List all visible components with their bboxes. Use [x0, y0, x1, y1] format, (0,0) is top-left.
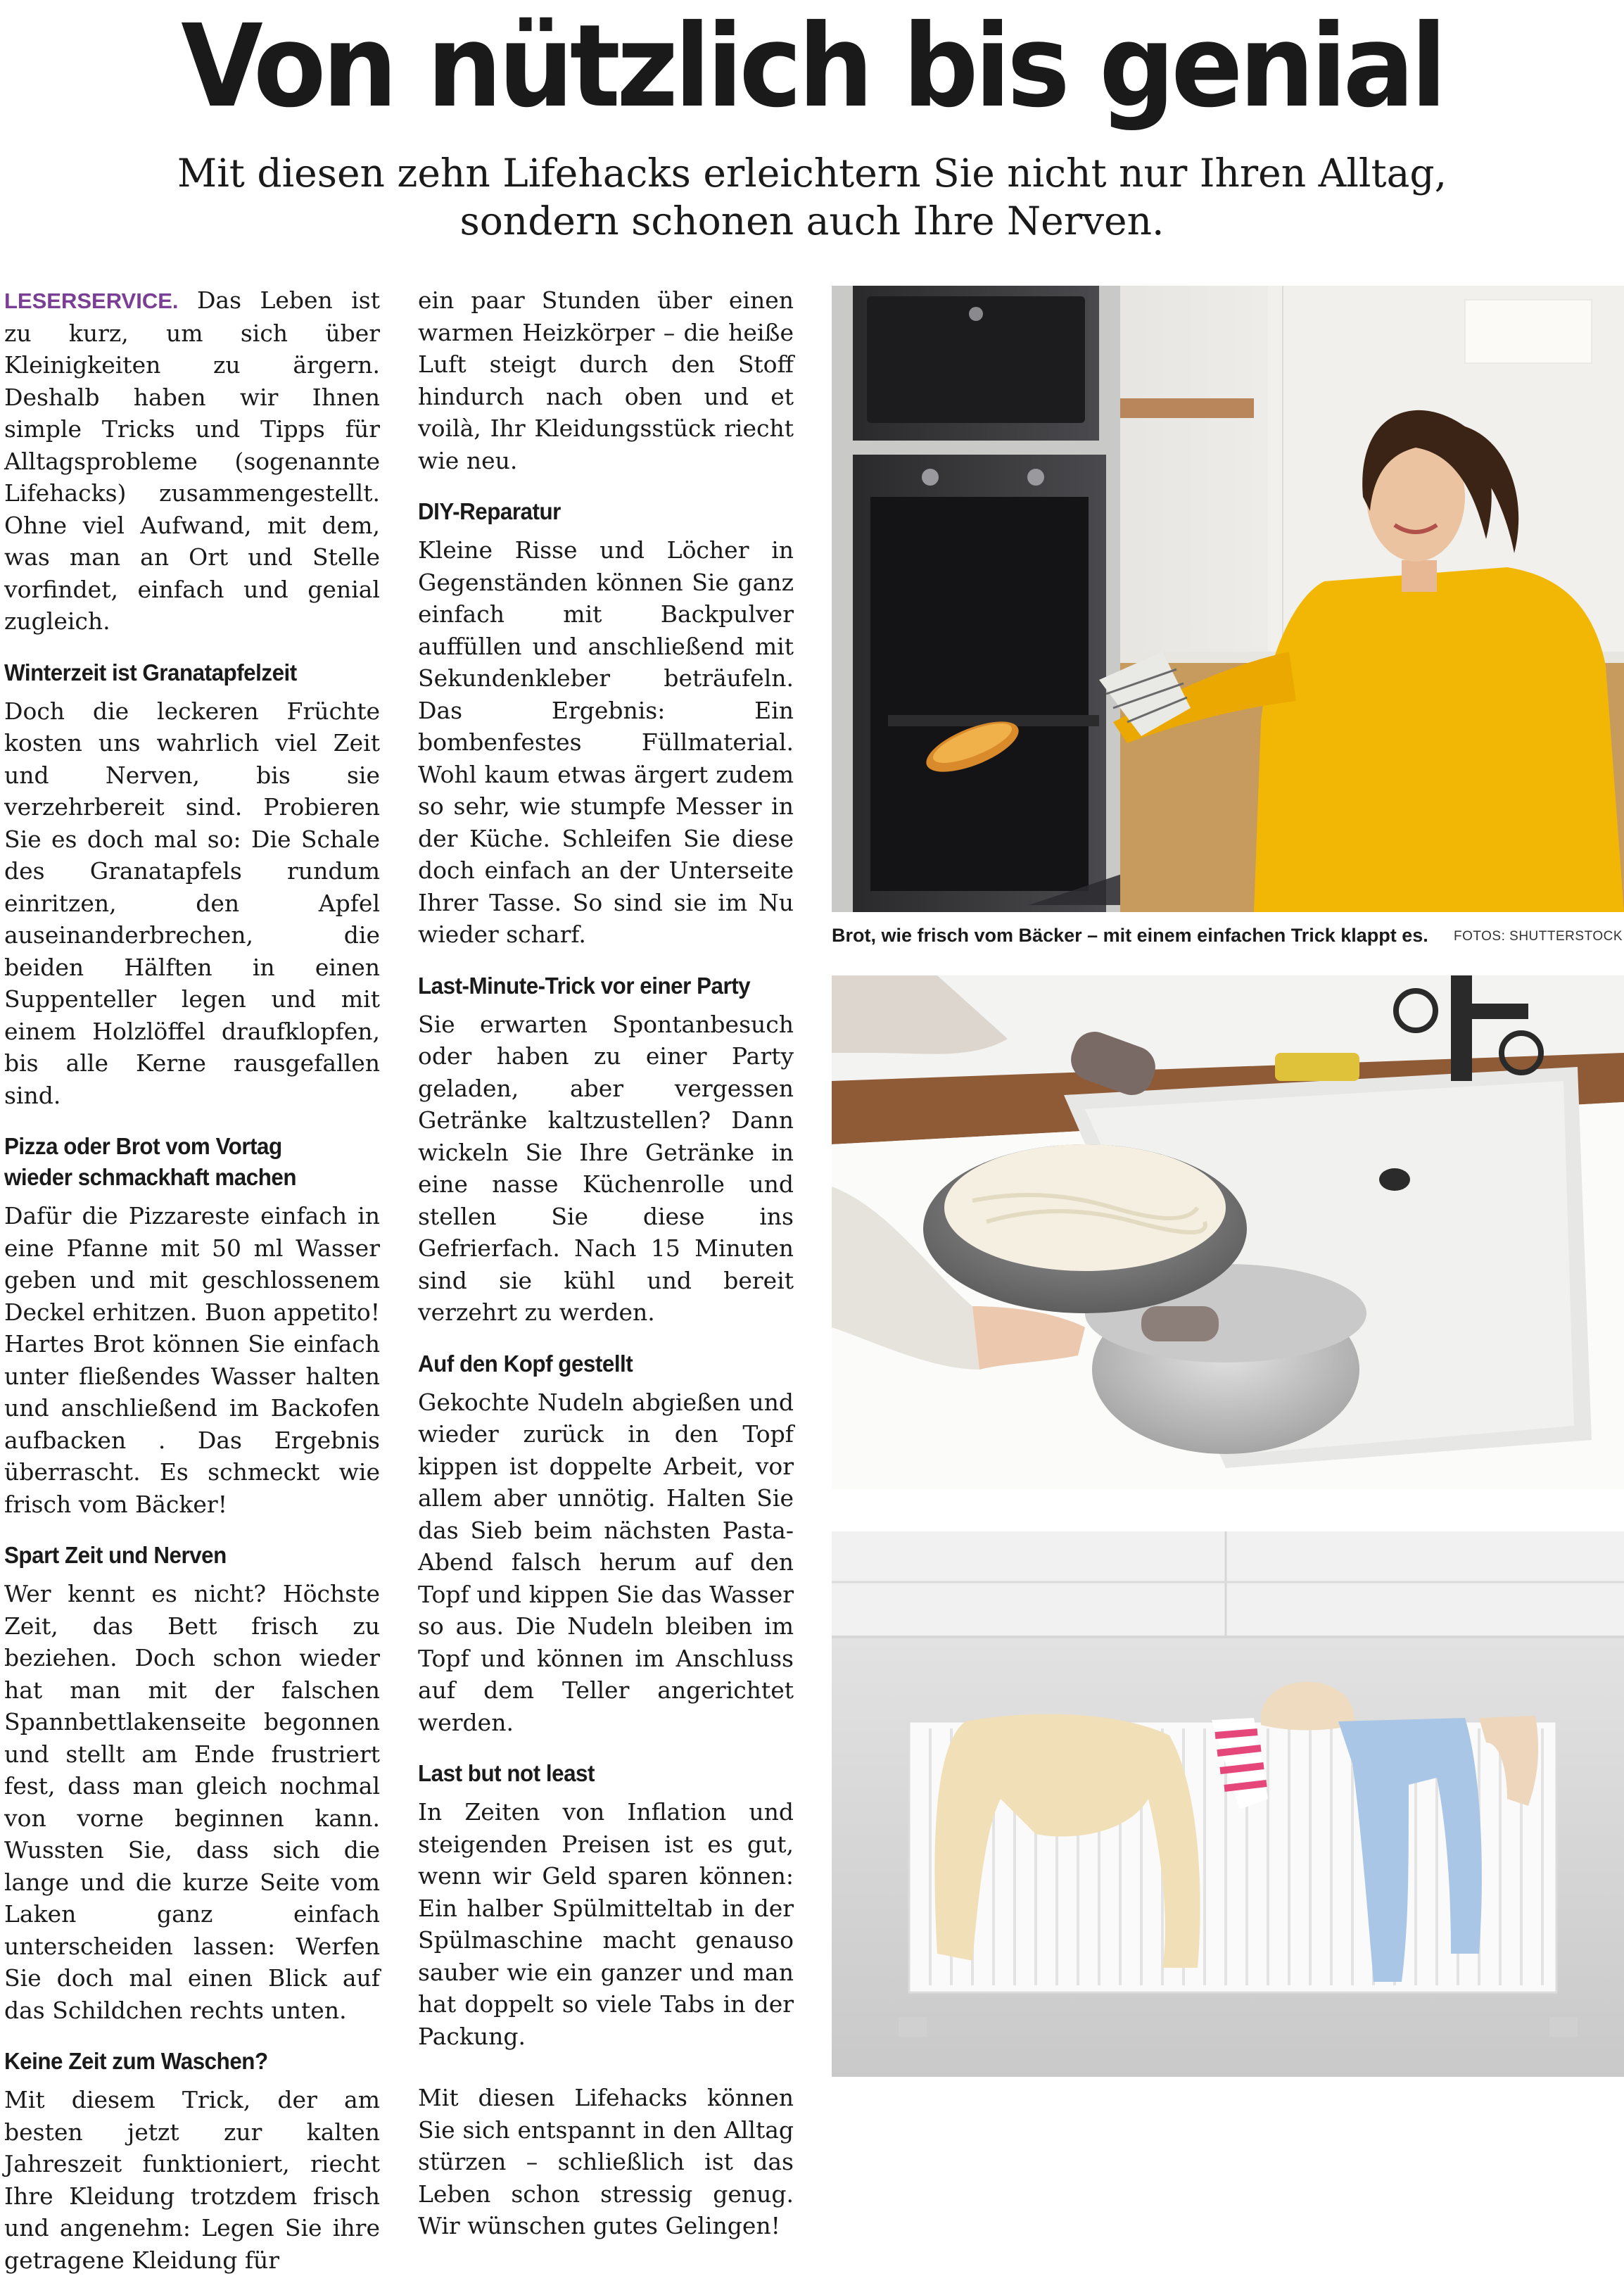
caption-text: Brot, wie frisch vom Bäcker – mit einem einfachen Trick klappt es.: [832, 925, 1428, 946]
kicker: LESERSERVICE.: [4, 289, 179, 313]
intro-paragraph: [4, 284, 380, 638]
radiator-photo: [832, 1531, 1624, 2077]
heading-pizza-line-1: Pizza oder Brot vom Vortag: [4, 1133, 282, 1159]
oven-photo: [832, 286, 1624, 912]
subtitle-line-2: sondern schonen auch Ihre Nerven.: [459, 198, 1165, 244]
photo-caption: [832, 922, 1624, 954]
text-kopf: Gekochte Nudeln abgießen und wieder zurück in den Topf kippen ist doppelte Arbeit, vor allem aber unnötig. Halten Sie das Sieb beim nächsten Pasta-Abend falsch herum auf den Topf und kippen Sie das Wasser so aus. Die Nudeln bleiben im Topf und können im Anschluss auf dem Teller angerichtet werden.: [418, 1388, 794, 1736]
heading-pizza: [4, 1131, 361, 1193]
pasta-sink-photo: [832, 975, 1624, 1489]
intro-text: Das Leben ist zu kurz, um sich über Kleinigkeiten zu ärgern. Deshalb haben wir Ihnen simple Tricks und Tipps für Alltagsprobleme (sogenannte Lifehacks) zusammengestellt. Ohne viel Aufwand, mit dem, was man an Ort und Stelle vorfindet, einfach und genial zugleich.: [4, 286, 380, 635]
heading-granatapfel: Winterzeit ist Granatapfelzeit: [4, 659, 297, 685]
heading-party: Last-Minute-Trick vor einer Party: [418, 972, 751, 999]
subtitle: [141, 149, 1483, 245]
text-party: Sie erwarten Spontanbesuch oder haben zu einer Party geladen, aber vergessen Getränke kaltzustellen? Dann wickeln Sie Ihre Getränke in eine nasse Küchenrolle und stellen Sie diese ins Gefrierfach. Nach 15 Minuten sind sie kühl und bereit verzehrt zu werden.: [418, 1010, 794, 1326]
heading-kopf: Auf den Kopf gestellt: [418, 1350, 633, 1377]
text-last: In Zeiten von Inflation und steigenden Preisen ist es gut, wenn wir Geld sparen können: Ein halber Spülmitteltab in der Spülmaschine macht genauso sauber wie ein ganzer und man hat doppelt so viele Tabs in der Packung.: [418, 1798, 794, 2050]
text-waschen-part-2: ein paar Stunden über einen warmen Heizkörper – die heiße Luft steigt durch den Stoff hindurch nach oben und et voilà, Ihr Kleidungsstück riecht wie neu.: [418, 286, 794, 474]
text-diy: Kleine Risse und Löcher in Gegenständen können Sie ganz einfach mit Backpulver auffüllen und anschließend mit Sekundenkleber beträufeln. Das Ergebnis: Ein bombenfestes Füllmaterial. Wohl kaum etwas ärgert zudem so sehr, wie stumpfe Messer in der Küche. Schleifen Sie diese doch einfach an der Unterseite Ihrer Tasse. So sind sie im Nu wieder scharf.: [418, 536, 794, 948]
heading-pizza-line-2: wieder schmackhaft machen: [4, 1164, 297, 1190]
article-column-2: [418, 284, 794, 2242]
text-spart-zeit: Wer kennt es nicht? Höchste Zeit, das Bett frisch zu beziehen. Doch schon wieder hat man mit der falschen Spannbettlakenseite begonnen und stellt am Ende frustriert fest, dass man gleich nochmal von vorne beginnen kann. Wussten Sie, dass sich die lange und die kurze Seite vom Laken ganz einfach unterscheiden lassen: Werfen Sie doch mal einen Blick auf das Schildchen rechts unten.: [4, 1580, 380, 2024]
text-waschen-part-1: Mit diesem Trick, der am besten jetzt zur kalten Jahreszeit funktioniert, riecht Ihre Kleidung trotzdem frisch und angenehm: Legen Sie ihre getragene Kleidung für: [4, 2086, 380, 2274]
text-granatapfel: Doch die leckeren Früchte kosten uns wahrlich viel Zeit und Nerven, bis sie verzehrbereit sind. Probieren Sie es doch mal so: Die Schale des Granatapfels rundum einritzen, den Apfel auseinanderbrechen, die beiden Hälften in einen Suppenteller legen und mit einem Holzlöffel draufklopfen, bis alle Kerne rausgefallen sind.: [4, 697, 380, 1109]
heading-waschen: Keine Zeit zum Waschen?: [4, 2048, 268, 2074]
article-column-1: [4, 284, 380, 2276]
subtitle-line-1: Mit diesen zehn Lifehacks erleichtern Sie nicht nur Ihren Alltag,: [177, 151, 1447, 196]
heading-last: Last but not least: [418, 1760, 595, 1786]
text-pizza: Dafür die Pizzareste einfach in eine Pfanne mit 50 ml Wasser geben und mit geschlossenem Deckel erhitzen. Buon appetito! Hartes Brot können Sie einfach unter fließendes Wasser halten und anschließend im Backofen aufbacken . Das Ergebnis überrascht. Es schmeckt wie frisch vom Bäcker!: [4, 1202, 380, 1518]
text-outro: Mit diesen Lifehacks können Sie sich entspannt in den Alltag stürzen – schließlich ist das Leben schon stressig genug. Wir wünschen gutes Gelingen!: [418, 2084, 794, 2239]
heading-spart-zeit: Spart Zeit und Nerven: [4, 1542, 227, 1568]
heading-diy: DIY-Reparatur: [418, 498, 561, 524]
page-title: Von nützlich bis genial: [181, 1, 1443, 133]
photo-credit: FOTOS: SHUTTERSTOCK: [1454, 929, 1623, 944]
